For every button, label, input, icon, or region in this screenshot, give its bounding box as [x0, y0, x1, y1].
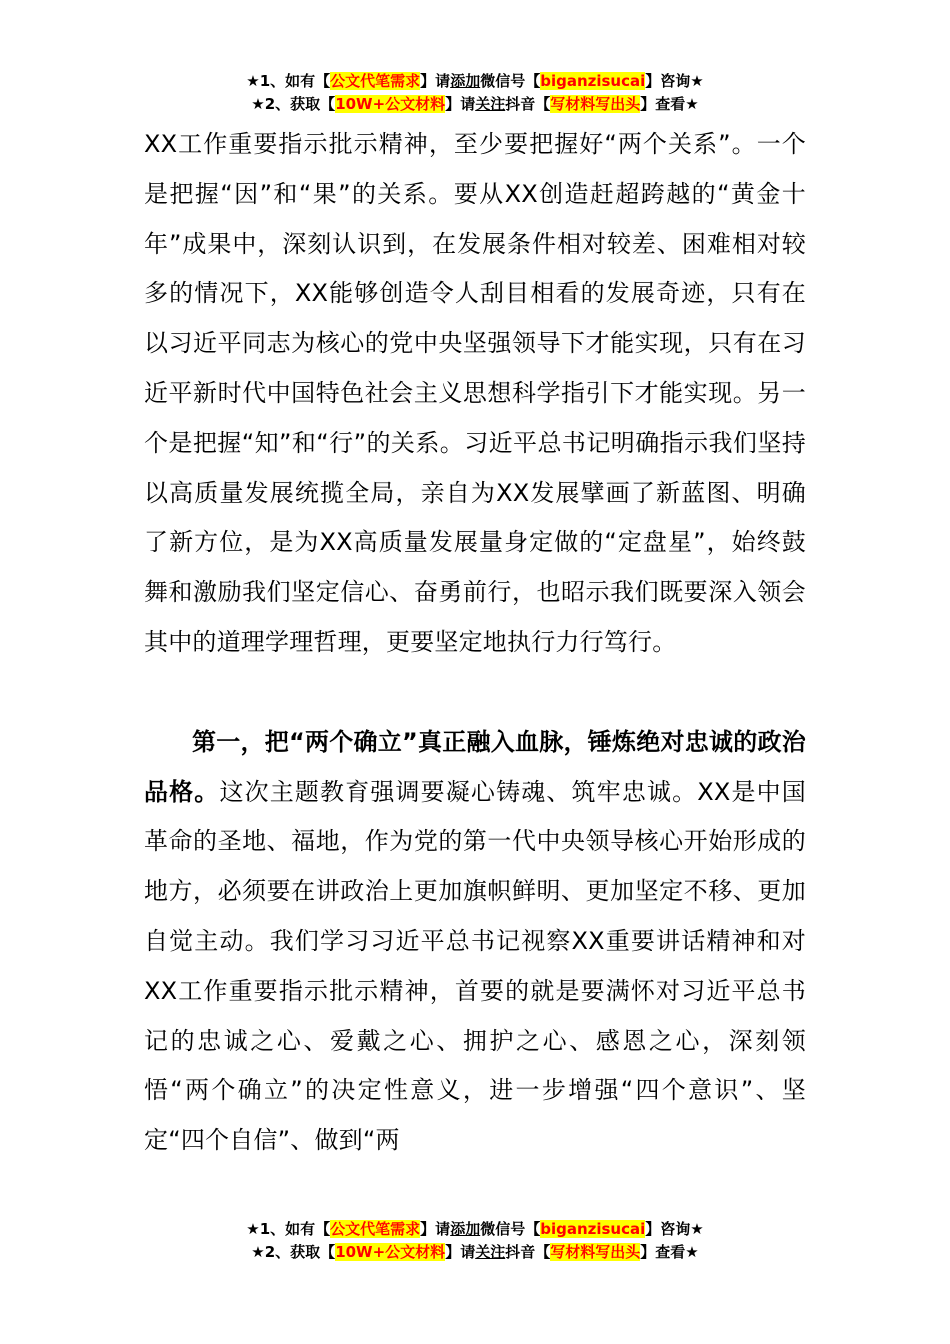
banner-line-1 — [0, 1218, 950, 1241]
document-body — [144, 120, 806, 1166]
paragraph-text: 这次主题教育强调要凝心铸魂、筑牢忠诚。XX是中国革命的圣地、福地，作为党的第一代中央领导核心开始形成的地方，必须要在讲政治上更加旗帜鲜明、更加坚定不移、更加自觉主动。我们学习习近平总书记视察XX重要讲话精神和对XX工作重要指示批示精神，首要的就是要满怀对习近平总书记的忠诚之心、爱戴之心、拥护之心、感恩之心，深刻领悟“两个确立”的决定性意义，进一步增强“四个意识”、坚定“四个自信”、做到“两 — [144, 777, 806, 1155]
banner-text: ★2、获取【 — [251, 1243, 336, 1261]
paragraph-1: XX工作重要指示批示精神，至少要把握好“两个关系”。一个是把握“因”和“果”的关系。要从XX创造赶超跨越的“黄金十年”成果中，深刻认识到，在发展条件相对较差、困难相对较多的情况下，XX能够创造令人刮目相看的发展奇迹，只有在以习近平同志为核心的党中央坚强领导下才能实现，只有在习近平新时代中国特色社会主义思想科学指引下才能实现。另一个是把握“知”和“行”的关系。习近平总书记明确指示我们坚持以高质量发展统揽全局，亲自为XX发展擘画了新蓝图、明确了新方位，是为XX高质量发展量身定做的“定盘星”，始终鼓舞和激励我们坚定信心、奋勇前行，也昭示我们既要深入领会其中的道理学理哲理，更要坚定地执行力行笃行。 — [144, 130, 806, 656]
banner-highlight: 写材料写出头 — [550, 1243, 641, 1261]
banner-underline: 关注 — [475, 95, 506, 113]
banner-text: ★2、获取【 — [251, 95, 336, 113]
banner-line-2 — [0, 1241, 950, 1264]
banner-text: ★1、如有【 — [246, 72, 331, 90]
banner-text: 微信号【 — [480, 72, 541, 90]
footer-banner — [0, 1218, 950, 1264]
banner-underline: 关注 — [475, 1243, 506, 1261]
banner-text: 抖音【 — [505, 95, 551, 113]
banner-highlight: 公文代笔需求 — [330, 1220, 421, 1238]
banner-underline: 添加 — [450, 72, 481, 90]
header-banner — [0, 70, 950, 116]
paragraph-heading: 第一，把“两个确立”真正融入血脉，锤炼绝对忠诚的政治品格。 — [144, 727, 806, 806]
banner-highlight: 10W+公文材料 — [335, 1243, 446, 1261]
banner-line-2 — [0, 93, 950, 116]
banner-text: 】请 — [420, 72, 451, 90]
banner-text: 】咨询★ — [645, 1220, 704, 1238]
banner-text: 】查看★ — [640, 95, 699, 113]
banner-highlight: biganzisucai — [540, 1220, 646, 1238]
banner-highlight: 写材料写出头 — [550, 95, 641, 113]
banner-highlight: biganzisucai — [540, 72, 646, 90]
banner-text: 】查看★ — [640, 1243, 699, 1261]
banner-highlight: 公文代笔需求 — [330, 72, 421, 90]
banner-text: 】请 — [445, 1243, 476, 1261]
banner-text: 】咨询★ — [645, 72, 704, 90]
banner-underline: 添加 — [450, 1220, 481, 1238]
banner-text: 抖音【 — [505, 1243, 551, 1261]
banner-text: 微信号【 — [480, 1220, 541, 1238]
banner-text: 】请 — [445, 95, 476, 113]
banner-line-1 — [0, 70, 950, 93]
paragraph-2 — [144, 718, 806, 1166]
banner-highlight: 10W+公文材料 — [335, 95, 446, 113]
banner-text: 】请 — [420, 1220, 451, 1238]
banner-text: ★1、如有【 — [246, 1220, 331, 1238]
